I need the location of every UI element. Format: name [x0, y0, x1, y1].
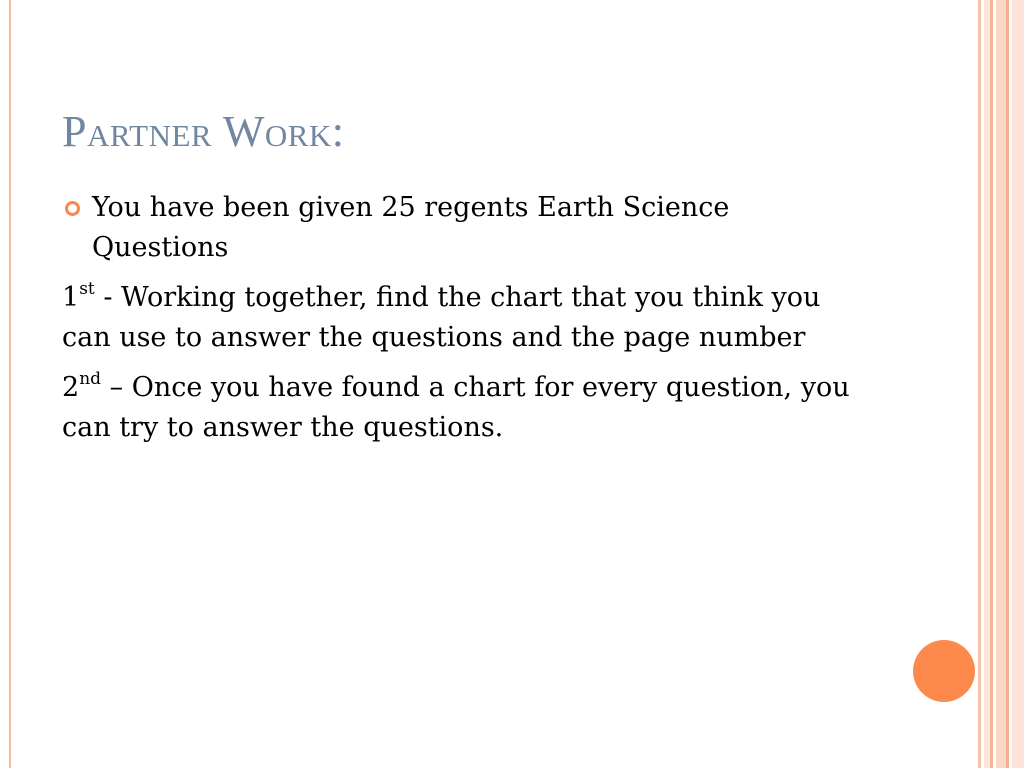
hollow-circle-bullet-icon	[65, 201, 80, 216]
bullet-item	[62, 188, 862, 268]
bullet-text: You have been given 25 regents Earth Science Questions	[92, 192, 730, 263]
right-stripe	[990, 0, 993, 768]
right-stripe	[1006, 0, 1009, 768]
step-1-number: 1	[62, 282, 80, 313]
step-2-suffix: nd	[79, 369, 102, 389]
left-border-line	[9, 0, 11, 768]
step-1-suffix: st	[79, 279, 95, 299]
step-2-text: – Once you have found a chart for every question, you can try to answer the questions.	[62, 372, 850, 443]
right-stripe	[978, 0, 981, 768]
step-2-number: 2	[62, 372, 80, 403]
step-1-paragraph	[62, 278, 862, 358]
slide-body	[62, 188, 862, 458]
step-1-text: - Working together, find the chart that you think you can use to answer the questions and the page number	[62, 282, 821, 353]
right-stripe	[996, 0, 1006, 768]
orange-circle-decoration	[913, 640, 975, 702]
right-stripe	[1012, 0, 1024, 768]
step-2-paragraph	[62, 368, 862, 448]
slide-title: Partner Work:	[62, 107, 345, 156]
